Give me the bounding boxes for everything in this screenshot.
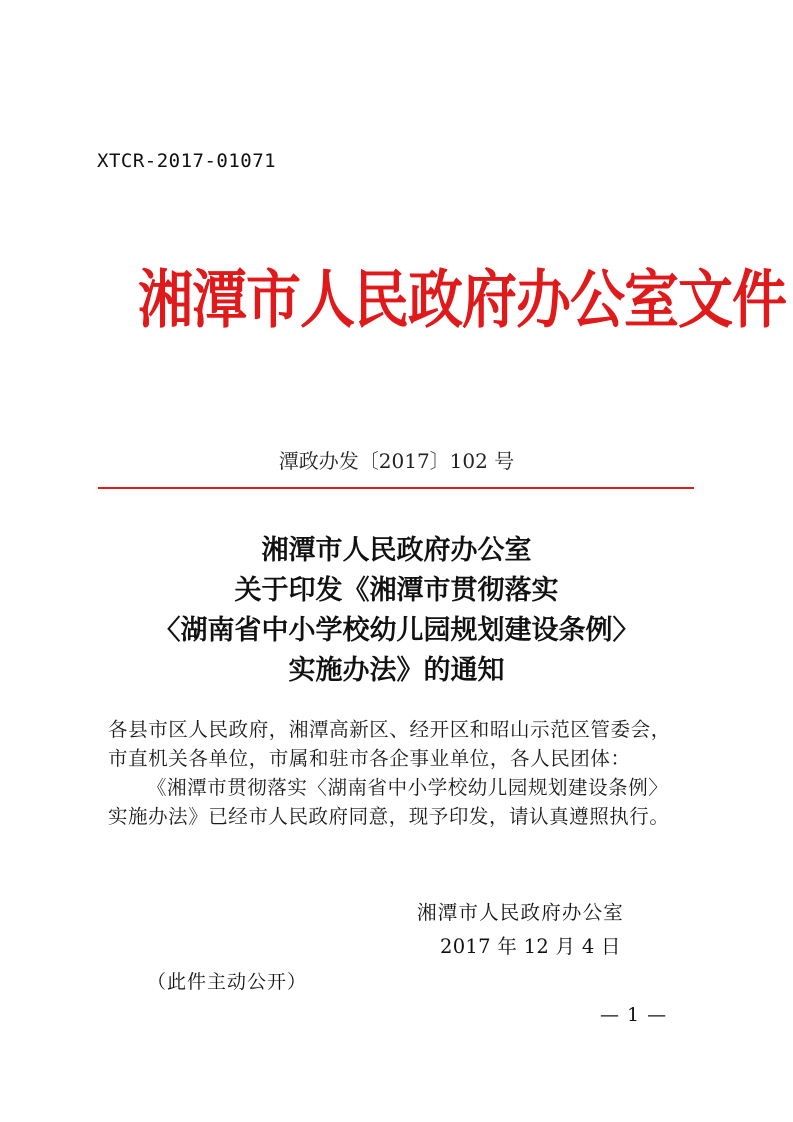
addressee-line-1: 各县市区人民政府，湘潭高新区、经开区和昭山示范区管委会， [108, 718, 671, 741]
body-line-2: 实施办法》已经市人民政府同意，现予印发，请认真遵照执行。 [108, 805, 670, 828]
document-number: 潭政办发〔2017〕102 号 [278, 449, 515, 473]
title-line-3: 〈湖南省中小学校幼儿园规划建设条例〉 [153, 615, 640, 646]
document-code: XTCR-2017-01071 [97, 150, 277, 172]
addressee-line-2: 市直机关各单位，市属和驻市各企事业单位，各人民团体： [108, 747, 631, 770]
title-line-4: 实施办法》的通知 [288, 655, 505, 686]
body-line-1: 《湘潭市贯彻落实〈湖南省中小学校幼儿园规划建设条例〉 [147, 776, 669, 799]
office-header-title: 湘潭市人民政府办公室文件 [138, 261, 787, 337]
signature-date: 2017 年 12 月 4 日 [440, 935, 621, 958]
title-line-1: 湘潭市人民政府办公室 [261, 535, 532, 566]
red-divider-line [98, 487, 694, 489]
title-line-2: 关于印发《湘潭市贯彻落实 [234, 575, 559, 606]
notice-title [0, 531, 793, 691]
signature-office: 湘潭市人民政府办公室 [417, 901, 625, 924]
page-number: — 1 — [600, 1004, 668, 1026]
disclosure-note: （此件主动公开） [147, 971, 308, 993]
